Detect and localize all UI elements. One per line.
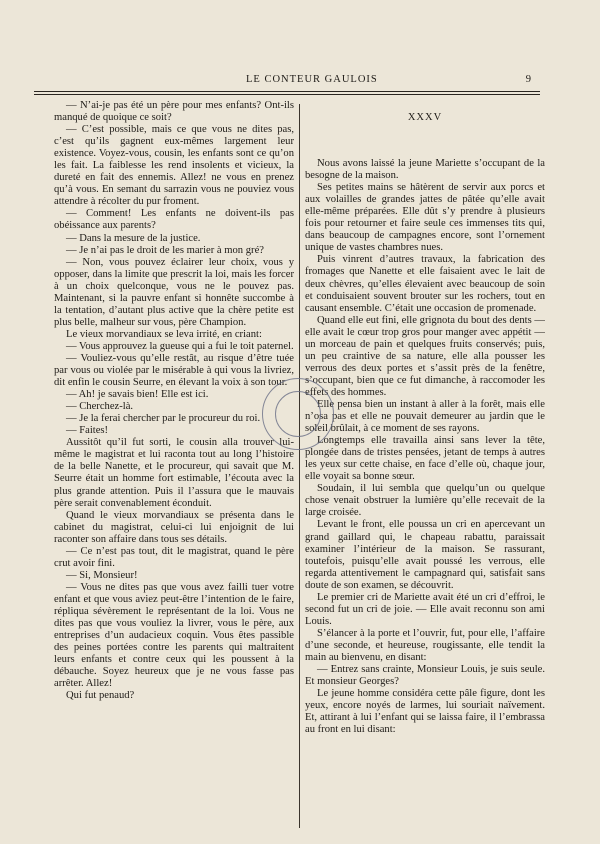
paragraph: Quand le vieux morvandiaux se présenta dans le cabinet du magistrat, celui-ci lui enjoignit de lui raconter son affaire dans tous ses détails.: [54, 509, 294, 545]
paragraph: Aussitôt qu’il fut sorti, le cousin alla trouver lui-même le magistrat et lui raconta tout au long l’histoire de la belle Nanette, et le procureur, qui savait que M. Seurre était un homme fort estimable, l’écouta avec la plus grande attention. Puis il l’assura que le mauvais père serait convenablement éconduit.: [54, 437, 294, 509]
paragraph: Soudain, il lui sembla que quelqu’un ou quelque chose venait obstruer la lumière qu’elle recevait de la large croisée.: [305, 483, 545, 519]
paragraph: S’élancer à la porte et l’ouvrir, fut, pour elle, l’affaire d’une seconde, et heureuse, rougissante, elle tendit la main au bienvenu, en disant:: [305, 627, 545, 663]
page-number: 9: [525, 74, 532, 85]
header-rule-thick: [34, 94, 540, 95]
paragraph: — Comment! Les enfants ne doivent-ils pas obéissance aux parents?: [54, 208, 294, 232]
paragraph: Ses petites mains se hâtèrent de servir aux porcs et aux volailles de grandes jattes de pâtée qu’elle avait elle-même préparées. Elle dût s’y prendre à plusieurs fois pour retourner et faire seule ces immenses tits qui, dans beaucoup de campagnes encore, sont l’ornement unique de vastes chambres nues.: [305, 182, 545, 254]
chapter-heading: XXXV: [407, 112, 443, 123]
paragraph: Qui fut penaud?: [66, 690, 135, 702]
paragraph: Longtemps elle travailla ainsi sans lever la tête, plongée dans de tristes pensées, jetant de temps à autres les yeux sur cette chaise, en face d’elle où, chaque jour, elle voyait sa bonne sœur.: [305, 435, 545, 483]
paragraph: Le vieux morvandiaux se leva irrité, en criant:: [66, 328, 262, 340]
paragraph: — Vouliez-vous qu’elle restât, au risque d’être tuée par vous ou violée par le misérable à qui vous la livriez, dit enfin le cousin Seurre, en élevant la voix à son tour.: [54, 352, 294, 389]
paragraph: — Entrez sans crainte, Monsieur Louis, je suis seule. Et monsieur Georges?: [305, 664, 545, 688]
paragraph: — Ce n’est pas tout, dit le magistrat, quand le père crut avoir fini.: [54, 545, 294, 569]
paragraph: Levant le front, elle poussa un cri en apercevant un grand gaillard qui, le chapeau rabattu, paraissait examiner l’intérieur de la maison. Se rassurant, toutefois, puisqu’elle avait poussé les verrous, elle regarda attentivement le campagnard qui, satisfait sans doute de son examen, se découvrit.: [305, 519, 545, 591]
paragraph: — Je n’ai pas le droit de les marier à mon gré?: [66, 244, 264, 256]
paragraph: — Vous approuvez la gueuse qui a fui le toit paternel.: [66, 340, 294, 352]
header-rule: [34, 91, 540, 92]
journal-title: LE CONTEUR GAULOIS: [246, 74, 378, 85]
paragraph: — Si, Monsieur!: [66, 569, 138, 581]
paragraph: — Faites!: [66, 425, 109, 437]
stamp-inner-ring: [275, 391, 321, 437]
paragraph: — Cherchez-là.: [66, 401, 134, 413]
paragraph: — Je la ferai chercher par le procureur du roi.: [66, 413, 261, 425]
paragraph: Elle pensa bien un instant à aller à la forêt, mais elle n’osa pas et elle ne pouvait demeurer au jardin que le soleil brûlait, à ce moment de ses rayons.: [305, 398, 545, 435]
left-column: [54, 100, 294, 835]
paragraph: Puis vinrent d’autres travaux, la fabrication des fromages que Nanette et elle faisaient avec le lait de deux chèvres, qu’elles élevaient avec beaucoup de soin et conduisaient souvent brouter sur les rochers, tout en causant ensemble. C’était une occasion de promenade.: [305, 254, 545, 314]
paragraph: — Vous ne dites pas que vous avez failli tuer votre enfant et que vous aviez peut-être l’intention de le faire, répliqua sévèrement le représentant de la loi. Vous ne dites pas que vous vouliez la livrer, vous le père, aux entreprises d’un audacieux coquin. Vous êtes passible des peines portées contre les parents qui maltraitent leurs enfants et contre ceux qui les poussent à la débauche. Soyez heureux que je ne vous fasse pas arrêter. Allez!: [54, 581, 294, 690]
paragraph: — N’ai-je pas été un père pour mes enfants? Ont-ils manqué de quoique ce soit?: [54, 100, 294, 124]
paragraph: Quand elle eut fini, elle grignota du bout des dents — elle avait le cœur trop gros pour manger avec appétit — un morceau de pain et quelques fruits conservés; puis, un peu craintive de sa nature, elle alla pousser les verrous des deux portes et s’assit près de la fenêtre, s’occupant, bien que ce fut dimanche, à raccomoder les effets des hommes.: [305, 314, 545, 398]
paragraph: Le premier cri de Mariette avait été un cri d’effroi, le second fut un cri de joie. — Elle avait reconnu son ami Louis.: [305, 591, 545, 627]
paragraph: Le jeune homme considéra cette pâle figure, dont les yeux, encore noyés de larmes, lui souriait naïvement. Et, attirant à lui l’enfant qui se laissa faire, il l’embrassa au front en lui disant:: [305, 688, 545, 736]
paragraph: Nous avons laissé la jeune Mariette s’occupant de la besogne de la maison.: [305, 158, 545, 182]
paragraph: — Ah! je savais bien! Elle est ici.: [66, 389, 209, 401]
running-header: [34, 72, 540, 88]
paragraph: — Non, vous pouvez éclairer leur choix, vous y opposer, dans la limite que prescrit la loi, mais les forcer à un choix quelconque, vous ne le pouvez pas. Maintenant, si la pauvre enfant si honnête succombe à la tentation, d’autant plus active que la chère petite est plus belle, malheur sur vous, père Champion.: [54, 256, 294, 328]
library-stamp: [262, 378, 334, 450]
paragraph: — Dans la mesure de la justice.: [66, 232, 201, 244]
paragraph: — C’est possible, mais ce que vous ne dites pas, c’est qu’ils gagnent eux-mêmes largement leur existence. Voyez-vous, cousin, les enfants sont ce qu’on les fait. La faiblesse les rend insolents et vicieux, la dureté en fait des ennemis. Allez! ne vous en prenez qu’à vous. En semant du sarrazin vous ne pouviez vous attendre à récolter du pur froment.: [54, 124, 294, 208]
right-column: [305, 100, 545, 835]
column-divider: [299, 104, 300, 828]
